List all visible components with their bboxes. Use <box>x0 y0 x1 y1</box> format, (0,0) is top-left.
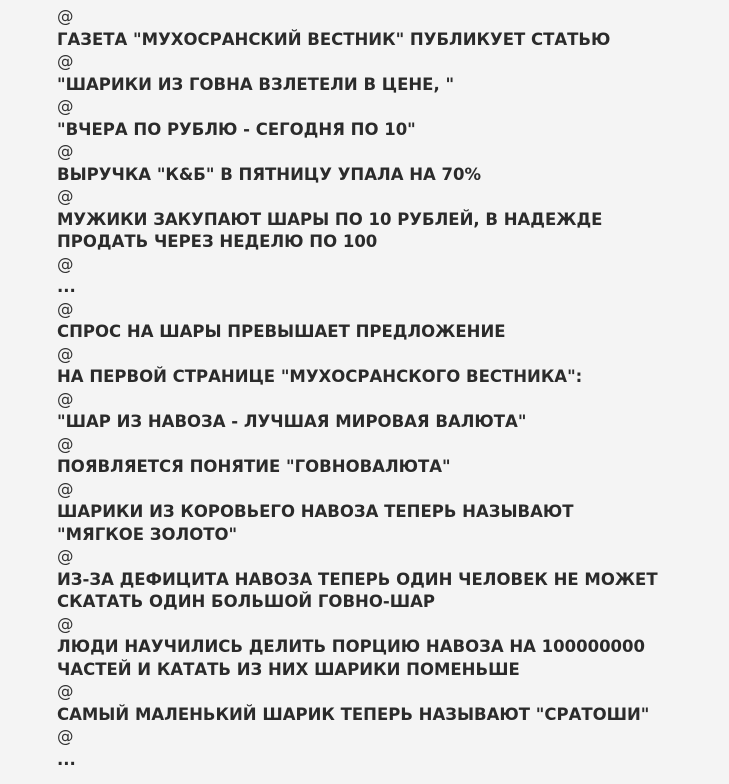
at-separator: @ <box>57 299 74 319</box>
text-line: САМЫЙ МАЛЕНЬКИЙ ШАРИК ТЕПЕРЬ НАЗЫВАЮТ "СРАТОШИ" <box>57 704 650 724</box>
post-text <box>57 6 722 771</box>
at-separator: @ <box>57 727 74 746</box>
text-line: ПОЯВЛЯЕТСЯ ПОНЯТИЕ "ГОВНОВАЛЮТА" <box>57 457 451 476</box>
ellipsis-line: ... <box>57 749 76 769</box>
text-line: ЛЮДИ НАУЧИЛИСЬ ДЕЛИТЬ ПОРЦИЮ НАВОЗА НА 100000000 <box>57 637 645 656</box>
text-line: НА ПЕРВОЙ СТРАНИЦЕ "МУХОСРАНСКОГО ВЕСТНИКА": <box>57 367 583 386</box>
at-separator: @ <box>57 344 74 364</box>
at-separator: @ <box>57 7 74 26</box>
at-separator: @ <box>57 52 74 71</box>
at-separator: @ <box>57 187 74 206</box>
text-line: СКАТАТЬ ОДИН БОЛЬШОЙ ГОВНО-ШАР <box>57 592 435 611</box>
at-separator: @ <box>57 142 74 161</box>
text-line: ЧАСТЕЙ И КАТАТЬ ИЗ НИХ ШАРИКИ ПОМЕНЬШЕ <box>57 659 520 679</box>
text-line: ВЫРУЧКА "К&Б" В ПЯТНИЦУ УПАЛА НА 70% <box>57 164 482 184</box>
at-separator: @ <box>57 389 74 409</box>
at-separator: @ <box>57 479 74 499</box>
text-line: ШАРИКИ ИЗ КОРОВЬЕГО НАВОЗА ТЕПЕРЬ НАЗЫВАЮТ <box>57 502 574 521</box>
text-line: "МЯГКОЕ ЗОЛОТО" <box>57 524 238 544</box>
text-line: "ШАР ИЗ НАВОЗА - ЛУЧШАЯ МИРОВАЯ ВАЛЮТА" <box>57 412 527 431</box>
text-line: "ВЧЕРА ПО РУБЛЮ - СЕГОДНЯ ПО 10" <box>57 119 416 139</box>
at-separator: @ <box>57 614 74 634</box>
text-line: "ШАРИКИ ИЗ ГОВНА ВЗЛЕТЕЛИ В ЦЕНЕ, " <box>57 74 455 94</box>
text-line: СПРОС НА ШАРЫ ПРЕВЫШАЕТ ПРЕДЛОЖЕНИЕ <box>57 322 506 341</box>
ellipsis-line: ... <box>57 277 76 296</box>
at-separator: @ <box>57 434 74 454</box>
text-line: ИЗ-ЗА ДЕФИЦИТА НАВОЗА ТЕПЕРЬ ОДИН ЧЕЛОВЕК НЕ МОЖЕТ <box>57 569 658 589</box>
at-separator: @ <box>57 254 74 274</box>
at-separator: @ <box>57 547 74 566</box>
text-line: ГАЗЕТА "МУХОСРАНСКИЙ ВЕСТНИК" ПУБЛИКУЕТ СТАТЬЮ <box>57 29 611 49</box>
text-line: ПРОДАТЬ ЧЕРЕЗ НЕДЕЛЮ ПО 100 <box>57 232 378 251</box>
text-line: МУЖИКИ ЗАКУПАЮТ ШАРЫ ПО 10 РУБЛЕЙ, В НАДЕЖДЕ <box>57 209 603 229</box>
at-separator: @ <box>57 97 74 116</box>
at-separator: @ <box>57 682 74 701</box>
